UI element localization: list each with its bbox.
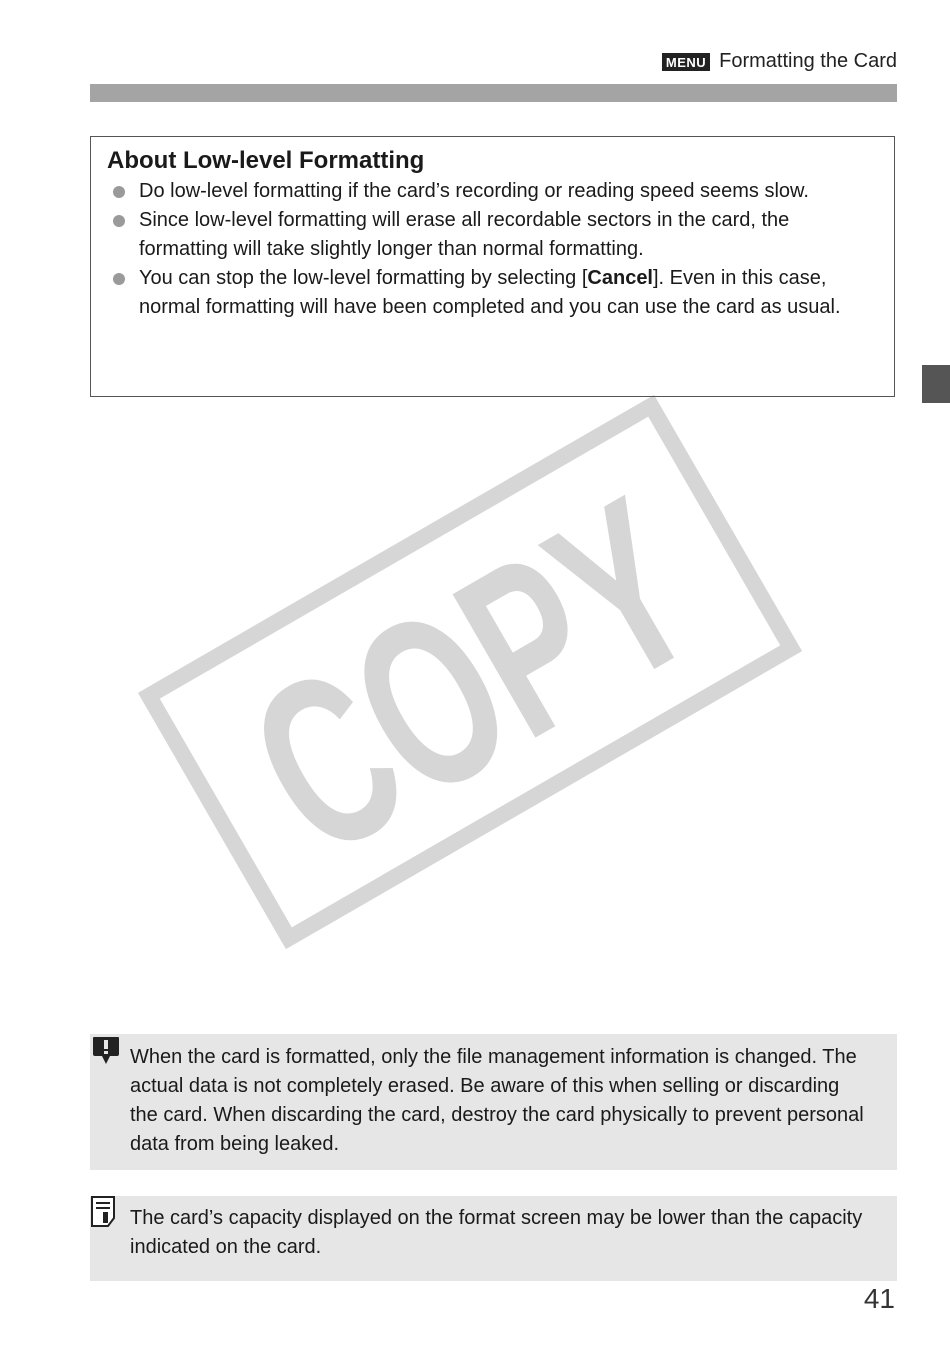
memo-text: The card’s capacity displayed on the format screen may be lower than the capacity indicated on the card. xyxy=(130,1207,863,1258)
info-box-title: About Low-level Formatting xyxy=(107,147,425,174)
chapter-side-tab xyxy=(922,365,950,403)
bullet-dot-icon xyxy=(113,273,125,285)
low-level-formatting-box xyxy=(90,136,895,397)
watermark-frame xyxy=(149,406,791,938)
caution-icon xyxy=(90,1034,122,1068)
bullet-text-after: ]. Even in this case, normal formatting will have been completed and you can use the card as usual. xyxy=(139,267,841,318)
list-item xyxy=(107,177,874,206)
bullet-dot-icon xyxy=(113,215,125,227)
page-number: 41 xyxy=(863,1283,895,1314)
bullet-text-before: You can stop the low-level formatting by selecting [ xyxy=(139,267,588,289)
list-item xyxy=(107,264,874,322)
bullet-text: Do low-level formatting if the card’s recording or reading speed seems slow. xyxy=(139,180,809,202)
section-title: Formatting the Card xyxy=(719,50,897,72)
header-rule-bar xyxy=(90,84,897,102)
bullet-dot-icon xyxy=(113,186,125,198)
menu-badge: MENU xyxy=(662,53,710,71)
watermark-text: COPY xyxy=(211,448,736,908)
caution-note xyxy=(90,1034,897,1170)
memo-icon xyxy=(90,1196,122,1232)
caution-text: When the card is formatted, only the file management information is changed. The actual data is not completely erased. Be aware of this when selling or discarding the card. When discarding the card, destroy the card physically to prevent personal data from being leaked. xyxy=(130,1046,864,1155)
running-header xyxy=(662,50,897,73)
cancel-menu-label: Cancel xyxy=(587,267,653,289)
list-item xyxy=(107,206,874,264)
bullet-text: Since low-level formatting will erase all recordable sectors in the card, the formatting will take slightly longer than normal formatting. xyxy=(139,209,790,260)
memo-note xyxy=(90,1196,897,1281)
info-bullet-list xyxy=(107,177,874,322)
